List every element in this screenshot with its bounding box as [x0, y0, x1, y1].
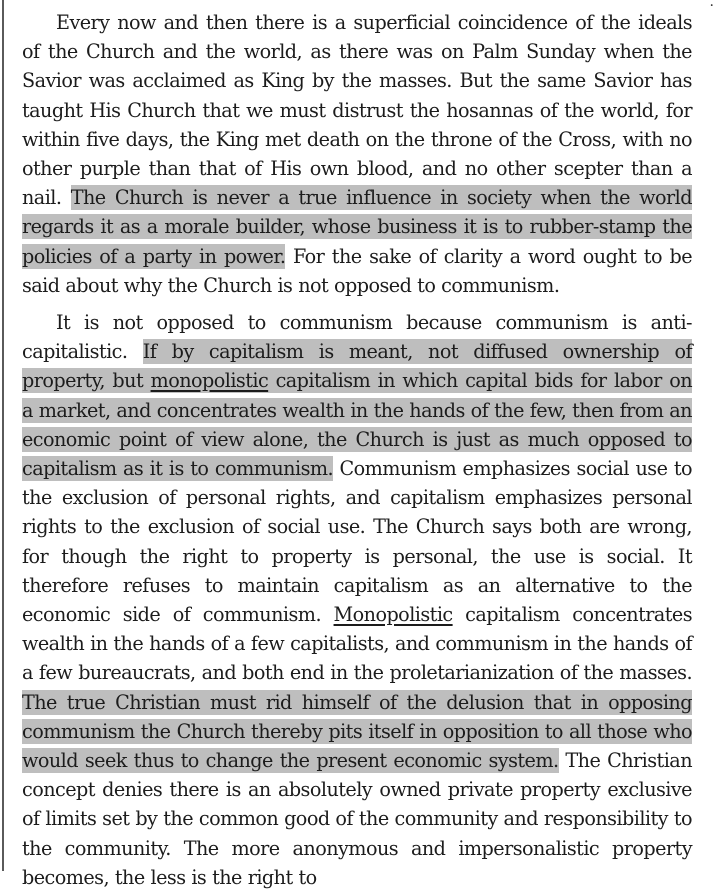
p2-highlight-part-2: but [112, 369, 144, 393]
p1-highlight-part-1: The Church is [70, 186, 208, 210]
p1-line-6-text: than that of His own blood, and no other scepter than a nail. [22, 157, 692, 210]
p1-highlight-part-3: builder, whose business it is to rubber-stamp the policies of a party in [22, 215, 692, 268]
p1-line-5: days, the King met death on the throne of the Cross, with no other purple [22, 127, 692, 181]
underlined-word-monopolistic: monopolistic [150, 369, 269, 393]
corner-mark: . [709, 0, 714, 10]
paragraph-2 [22, 308, 692, 892]
p1-line-10: Church is not opposed to communism. [203, 273, 560, 297]
p2-line-19: anonymous and impersonalistic property becomes, the less is the right to [22, 836, 692, 889]
p2-line-7: personal rights, and capitalism emphasizes personal rights to the exclusion [22, 486, 692, 539]
p2-highlight-part-8: himself of the delusion that in opposing communism the Church thereby [22, 690, 692, 743]
p2-line-17: absolutely owned private property exclusive of limits set by the common [22, 778, 692, 831]
p2-highlight-part-3: capitalism in which capital bids for labor on a market, [22, 369, 693, 422]
p2-line-1: It is not opposed to communism because communism is anti- [56, 311, 692, 334]
p2-line-12: capitalists, and communism in the hands of a few bureaucrats, and both [22, 632, 693, 685]
p2-highlight-part-6: is to communism. [168, 457, 334, 481]
p1-line-1: Every now and then there is a superficial coincidence of the ideals of [22, 11, 692, 64]
p2-highlight-part-4: and concentrates wealth in the hands of the few, then from an economic [22, 398, 692, 451]
p2-highlight-part-9: pits itself in opposition to all those who would seek thus to change the [22, 719, 693, 773]
p2-line-16-text: The Christian concept denies there is an [22, 749, 693, 802]
p2-highlight-part-10: present economic system. [316, 749, 559, 773]
p2-line-10: capitalism as an alternative to the economic side of communism. [22, 573, 692, 627]
p2-line-13-text: end in the proletarianization of the masses. [289, 661, 692, 685]
paragraph-1 [22, 8, 692, 300]
underlined-word-monopolistic-2: Monopolistic [333, 603, 453, 627]
p2-line-9: property is personal, the use is social. It therefore refuses to maintain [22, 544, 692, 597]
p2-highlight-part-7: The true Christian must rid [22, 690, 292, 714]
p2-line-6-text: Communism emphasizes social use to the exclusion of [22, 457, 692, 510]
p1-line-3: was acclaimed as King by the masses. But the same Savior has taught His [22, 69, 692, 122]
p2-line-8: of social use. The Church says both are wrong, for though the right to [22, 515, 692, 568]
p2-highlight-part-1: If by capitalism is meant, not diffused ownership of property, [22, 340, 693, 393]
p1-line-4: Church that we must distrust the hosannas of the world, for within five [22, 98, 692, 151]
page-edge-rule [2, 0, 4, 871]
p1-highlight-part-2: never a true influence in society when the world regards it as a morale [22, 186, 692, 239]
p1-line-2: the Church and the world, as there was on Palm Sunday when the Savior [22, 40, 692, 93]
p2-line-11-text: capitalism concentrates wealth in the hands of a few [22, 603, 693, 656]
p2-line-2-text: capitalistic. [22, 340, 128, 364]
p1-highlight-part-4: power. [223, 244, 286, 268]
p2-highlight-part-5: point of view alone, the Church is just as much opposed to capitalism as it [22, 427, 692, 481]
p2-line-18: good of the community and responsibility to the community. The more [22, 807, 692, 860]
p1-line-9-text: For the sake of clarity a word ought to be said about why the [22, 244, 692, 297]
